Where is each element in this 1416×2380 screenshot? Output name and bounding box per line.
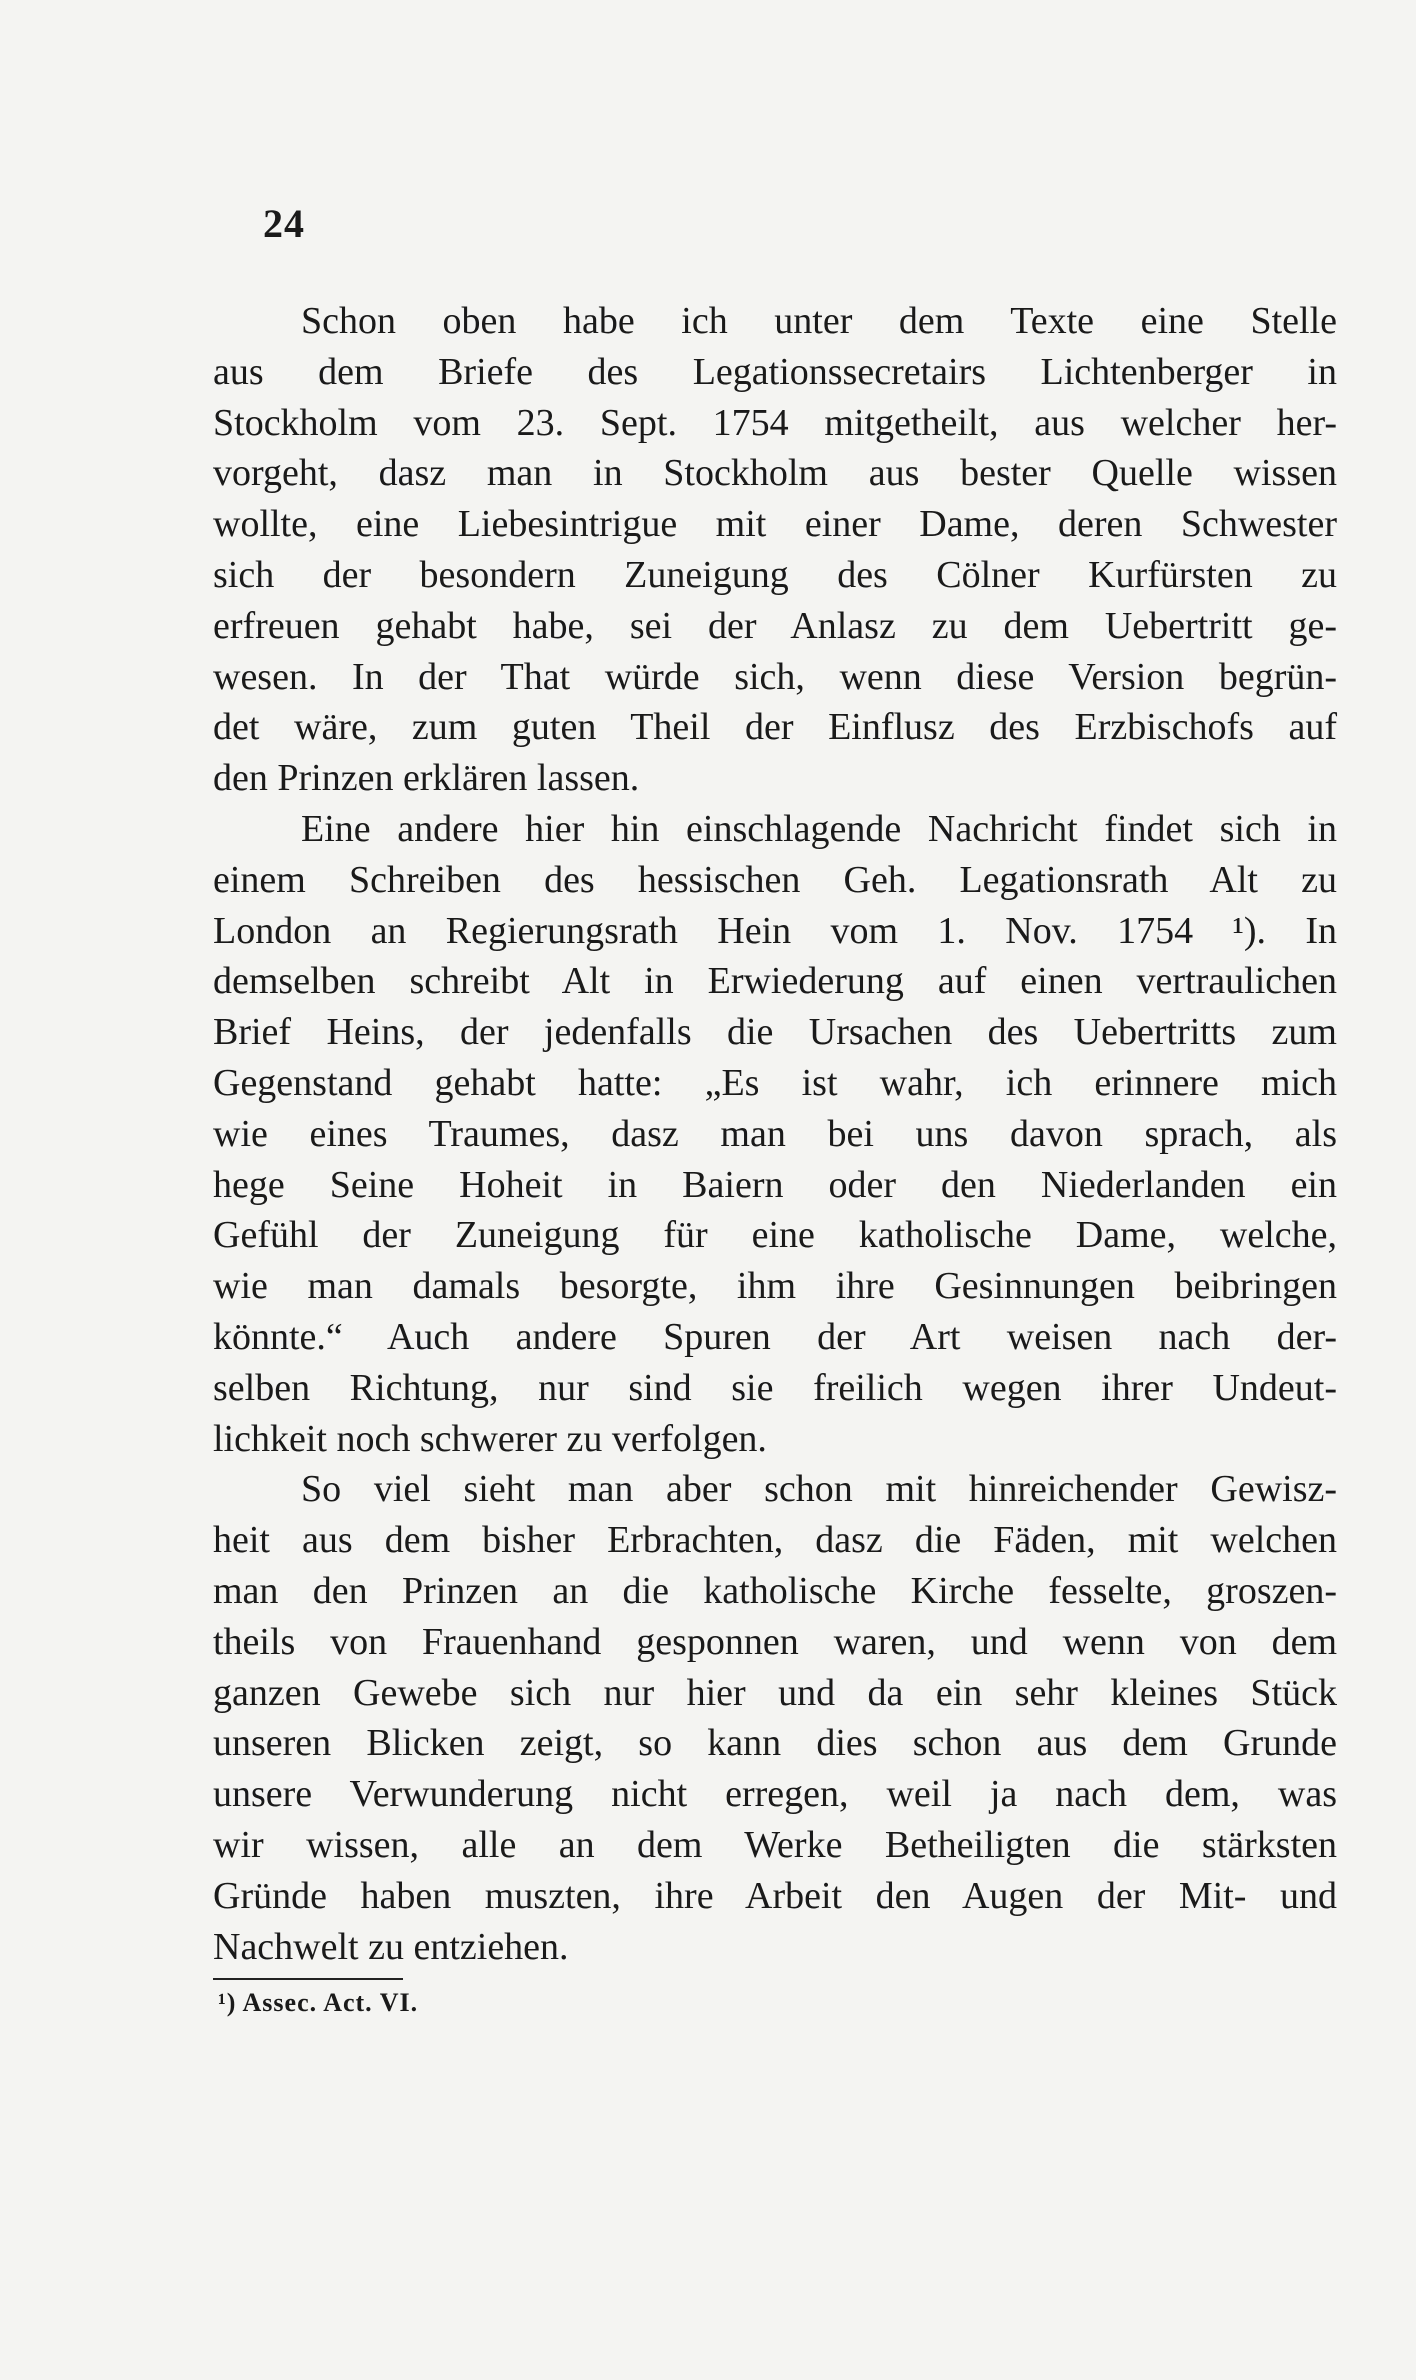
text-line: Gründe haben muszten, ihre Arbeit den Augen der Mit- und [213,1874,1337,1917]
text-line: heit aus dem bisher Erbrachten, dasz die Fäden, mit welchen [213,1519,1337,1562]
page-number: 24 [263,201,305,246]
text-line: selben Richtung, nur sind sie freilich wegen ihrer Undeut- [213,1366,1337,1409]
text-line: Gefühl der Zuneigung für eine katholische Dame, welche, [213,1214,1337,1257]
footnote [218,1988,418,2018]
text-line: wollte, eine Liebesintrigue mit einer Dame, deren Schwester [213,503,1337,546]
text-line: Eine andere hier hin einschlagende Nachricht findet sich in [301,807,1337,850]
text-line: hege Seine Hoheit in Baiern oder den Niederlanden ein [213,1163,1337,1206]
text-line: den Prinzen erklären lassen. [213,757,640,800]
text-line: London an Regierungsrath Hein vom 1. Nov. 1754 ¹). In [213,909,1337,952]
text-line: Nachwelt zu entziehen. [213,1925,569,1968]
footnote-divider [213,1978,403,1980]
text-line: einem Schreiben des hessischen Geh. Legationsrath Alt zu [213,858,1337,901]
text-line: wie eines Traumes, dasz man bei uns davon sprach, als [213,1112,1337,1155]
text-line: wie man damals besorgte, ihm ihre Gesinnungen beibringen [213,1265,1337,1308]
text-line: unsere Verwunderung nicht erregen, weil ja nach dem, was [213,1773,1337,1816]
text-line: sich der besondern Zuneigung des Cölner Kurfürsten zu [213,553,1337,596]
body-text [213,296,1337,1972]
text-line: So viel sieht man aber schon mit hinreichender Gewisz- [301,1468,1337,1511]
text-line: theils von Frauenhand gesponnen waren, und wenn von dem [213,1620,1337,1663]
text-line: könnte.“ Auch andere Spuren der Art weisen nach der- [213,1315,1337,1358]
paragraph-2 [213,804,1337,1464]
text-line: unseren Blicken zeigt, so kann dies schon aus dem Grunde [213,1722,1337,1765]
text-line: wir wissen, alle an dem Werke Betheiligten die stärksten [213,1823,1337,1866]
text-line: lichkeit noch schwerer zu verfolgen. [213,1417,767,1460]
text-line: det wäre, zum guten Theil der Einflusz des Erzbischofs auf [213,706,1337,749]
footnote-text: Assec. Act. VI. [242,1988,419,2017]
text-line: erfreuen gehabt habe, sei der Anlasz zu dem Uebertritt ge- [213,604,1337,647]
text-line: aus dem Briefe des Legationssecretairs Lichtenberger in [213,350,1337,393]
text-line: demselben schreibt Alt in Erwiederung auf einen vertraulichen [213,960,1337,1003]
text-line: ganzen Gewebe sich nur hier und da ein sehr kleines Stück [213,1671,1337,1714]
text-line: man den Prinzen an die katholische Kirche fesselte, groszen- [213,1569,1337,1612]
text-line: Brief Heins, der jedenfalls die Ursachen des Uebertritts zum [213,1011,1337,1054]
footnote-marker: ¹) [218,1988,237,2017]
text-line: Stockholm vom 23. Sept. 1754 mitgetheilt, aus welcher her- [213,401,1337,444]
text-line: Schon oben habe ich unter dem Texte eine Stelle [301,300,1337,342]
text-line: Gegenstand gehabt hatte: „Es ist wahr, ich erinnere mich [213,1061,1337,1104]
paragraph-3 [213,1464,1337,1972]
text-line: wesen. In der That würde sich, wenn diese Version begrün- [213,655,1337,698]
text-line: vorgeht, dasz man in Stockholm aus bester Quelle wissen [213,452,1337,495]
paragraph-1 [213,296,1337,804]
